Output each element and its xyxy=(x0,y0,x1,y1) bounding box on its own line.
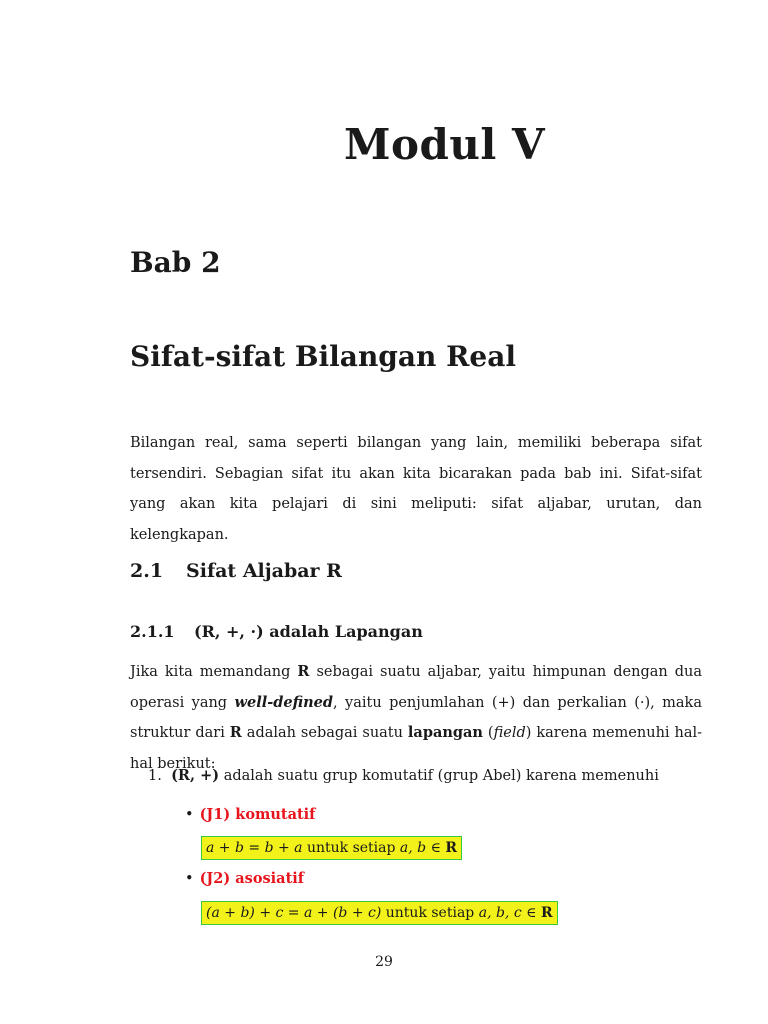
paragraph-text: sebagai suatu aljabar, yaitu himpunan dengan dua operasi yang xyxy=(130,664,702,711)
body-paragraph xyxy=(130,657,702,779)
subsection-title-text: adalah Lapangan xyxy=(269,622,423,641)
intro-paragraph: Bilangan real, sama seperti bilangan yang lain, memiliki beberapa sifat tersendiri. Sebagian sifat itu akan kita bicarakan pada bab ini. Sifat-sifat yang akan kita pelajari di sini meliputi: sifat aljabar, urutan, dan kelengkapan. xyxy=(130,435,702,543)
bullet-icon: • xyxy=(185,871,194,887)
chapter-title: Sifat-sifat Bilangan Real xyxy=(130,340,516,373)
formula-vars: a, b ∈ xyxy=(399,840,441,856)
subsection-title-math: (R, +, ·) xyxy=(194,622,264,641)
list-item-text: adalah suatu grup komutatif (grup Abel) karena memenuhi xyxy=(223,768,659,784)
set-symbol-r: R xyxy=(297,663,310,680)
section-title: Sifat Aljabar R xyxy=(186,560,342,582)
formula-set: R xyxy=(540,905,553,921)
module-title: Modul V xyxy=(344,120,546,169)
formula: a + b = b + a xyxy=(206,840,303,856)
section-heading xyxy=(130,560,342,582)
formula: (a + b) + c = a + (b + c) xyxy=(206,905,382,921)
formula-text: untuk setiap xyxy=(306,840,396,856)
page-number: 29 xyxy=(375,954,393,970)
subsection-heading xyxy=(130,622,423,641)
paragraph-text: ) karena memenuhi hal-hal berikut: xyxy=(130,725,703,772)
list-item-math: (R, +) xyxy=(171,767,220,784)
set-symbol-r: R xyxy=(229,724,242,741)
property-bullet xyxy=(185,806,315,823)
property-label: (J1) komutatif xyxy=(199,806,316,823)
term-lapangan: lapangan xyxy=(407,724,483,741)
term-well-defined: well-defined xyxy=(234,693,334,711)
list-item xyxy=(148,763,659,789)
term-field: field xyxy=(493,725,526,741)
paragraph-text: , yaitu penjumlahan (+) dan perkalian (·), maka struktur dari xyxy=(130,694,702,741)
property-formula-box xyxy=(201,836,462,860)
property-formula-box xyxy=(201,901,558,925)
property-bullet xyxy=(185,870,304,887)
list-marker: 1. xyxy=(148,768,162,784)
formula-set: R xyxy=(445,840,458,856)
paragraph-text: adalah sebagai suatu xyxy=(241,725,408,741)
bullet-icon: • xyxy=(185,807,194,823)
paragraph-text: Jika kita memandang xyxy=(130,664,298,680)
property-label: (J2) asosiatif xyxy=(199,870,305,887)
section-number: 2.1 xyxy=(130,560,164,582)
subsection-number: 2.1.1 xyxy=(130,622,175,641)
chapter-label: Bab 2 xyxy=(130,246,221,279)
paragraph-text: ( xyxy=(482,725,494,741)
formula-text: untuk setiap xyxy=(385,905,475,921)
formula-vars: a, b, c ∈ xyxy=(478,905,537,921)
